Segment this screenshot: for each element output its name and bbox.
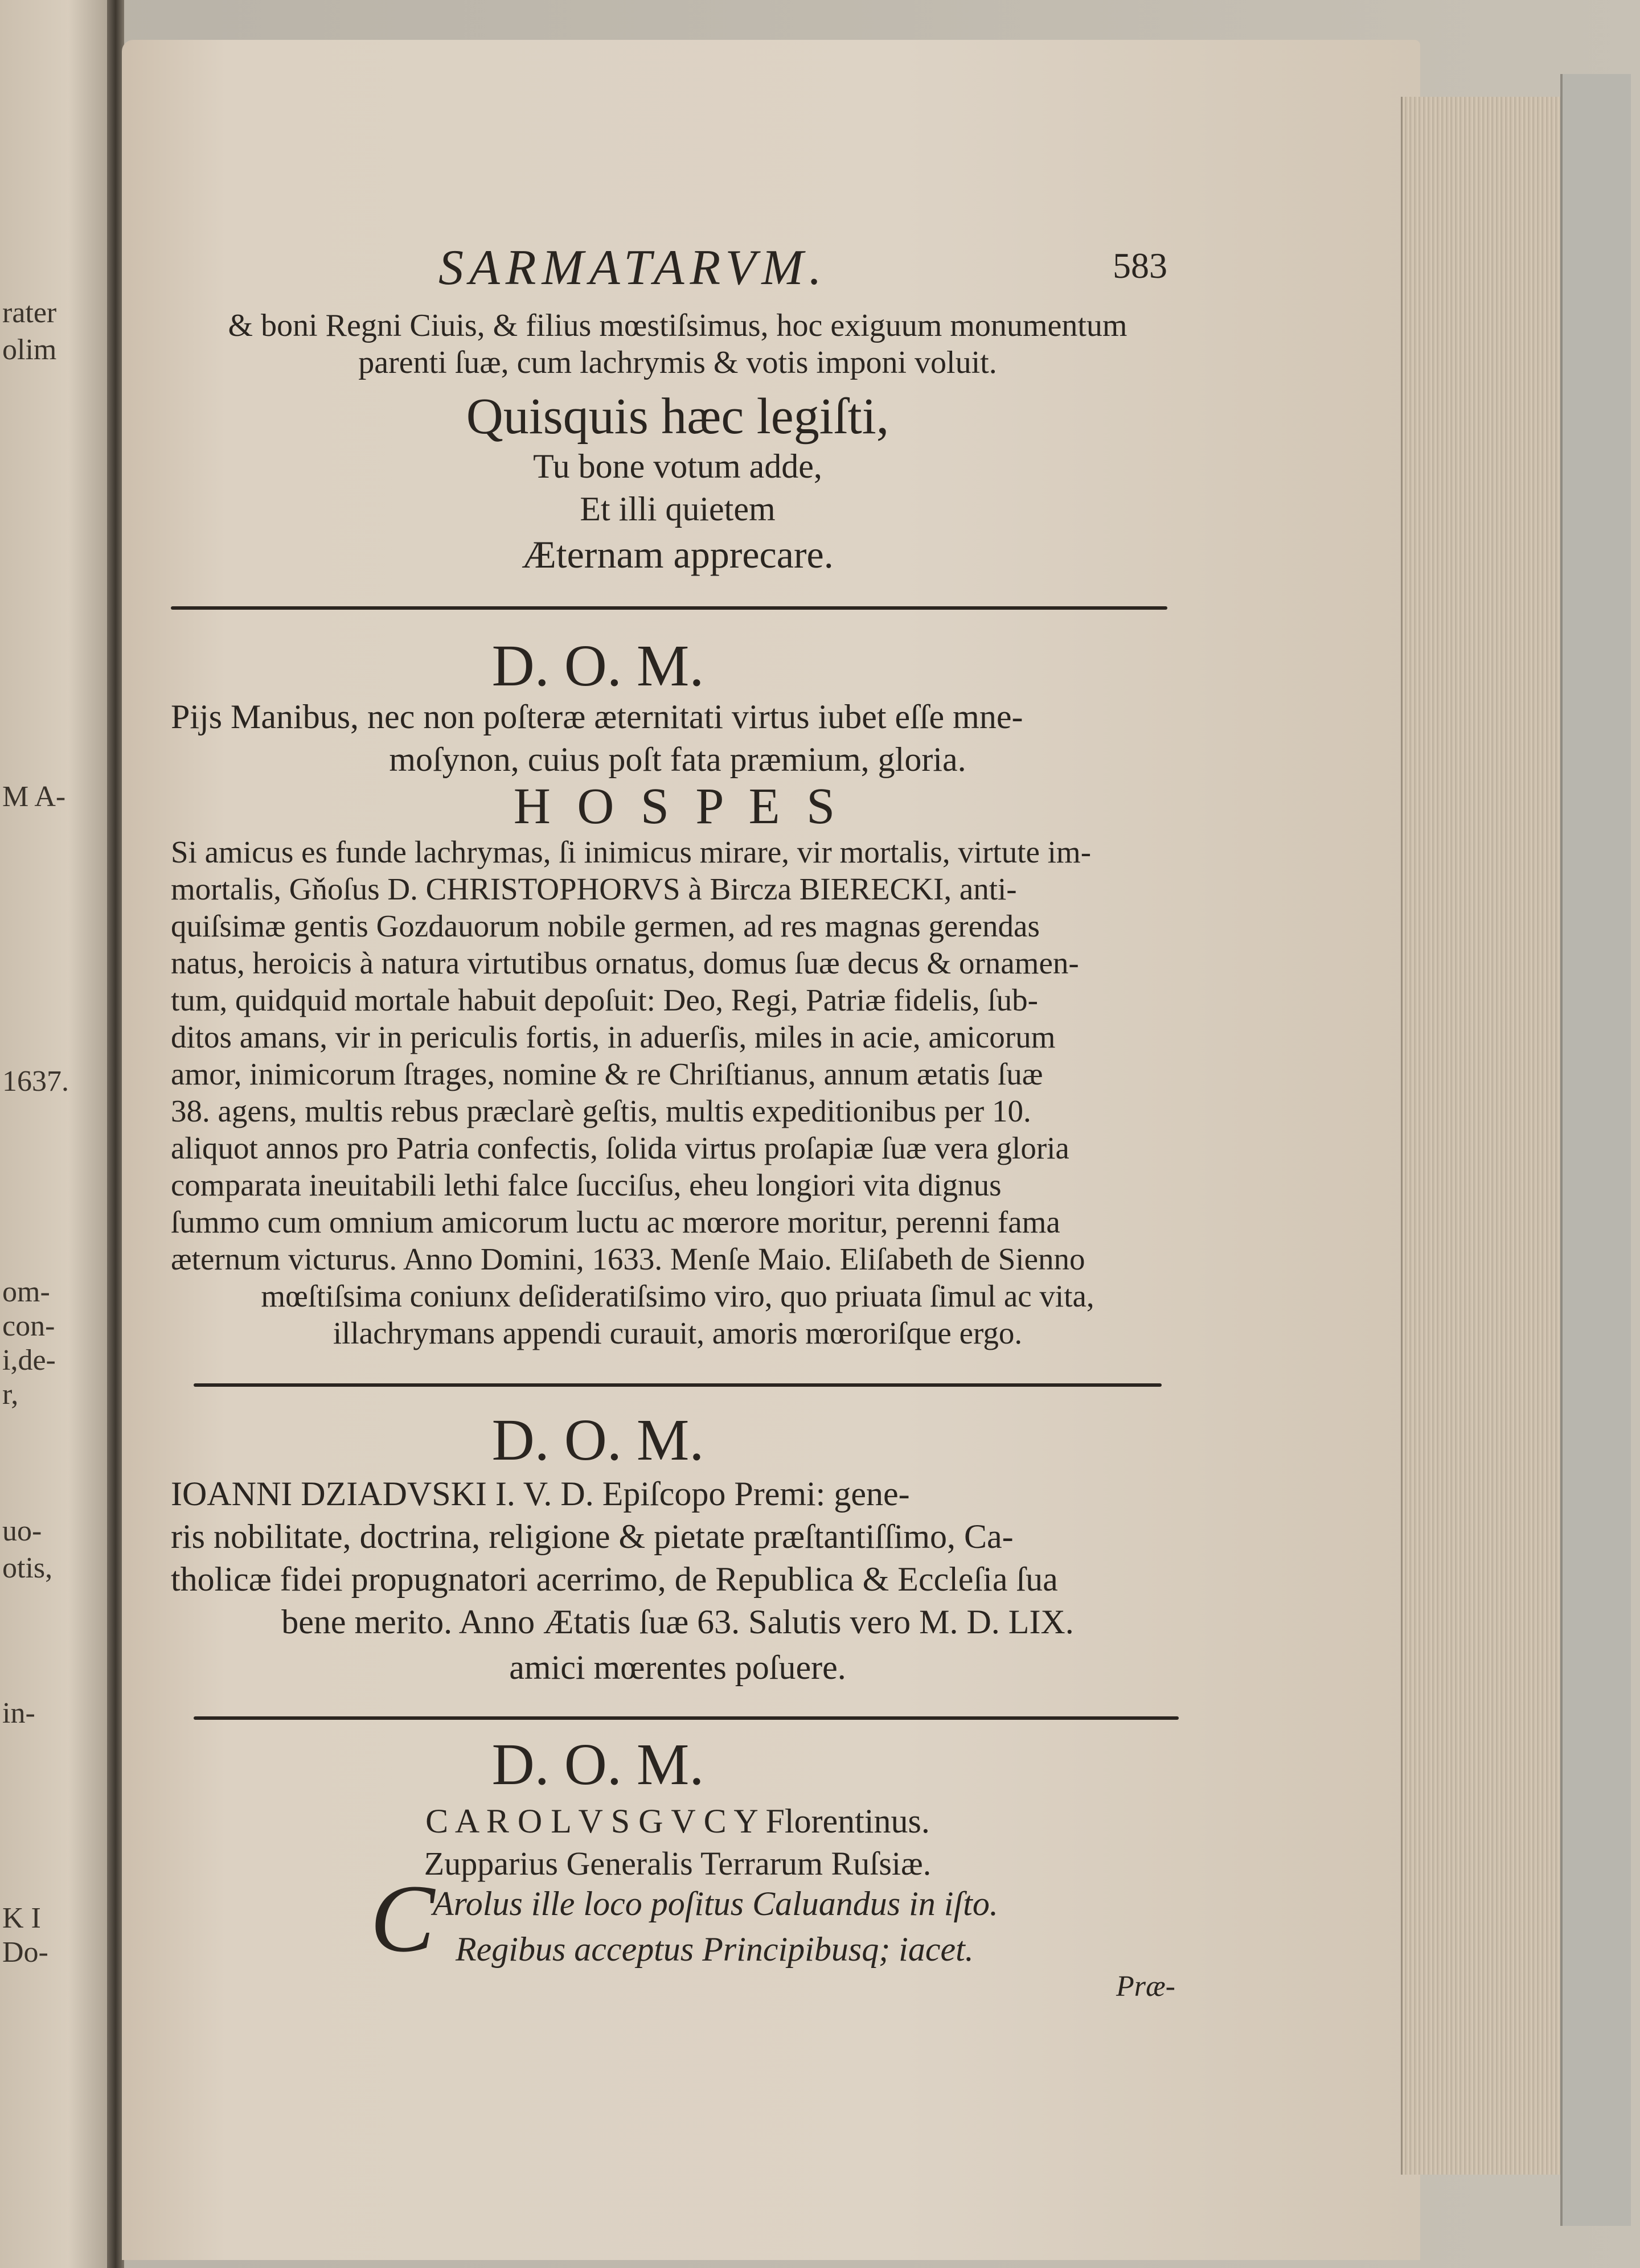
verse-line: Quisquis hæc legiſti, [466,388,889,445]
body-line: æternum victurus. Anno Domini, 1633. Menſe Maio. Eliſabeth de Sienno [171,1242,1085,1276]
section-divider [194,1383,1162,1387]
body-line: amici mœrentes poſuere. [509,1649,846,1686]
verse-line: Tu bone votum adde, [533,447,822,485]
verse-line: Regibus acceptus Principibusq; iacet. [456,1930,974,1968]
body-line: quiſsimæ gentis Gozdauorum nobile germen, ad res magnas gerendas [171,909,1040,943]
left-fragment: olim [2,334,57,366]
name-line: C A R O L V S G V C Y Florentinus. [425,1802,930,1840]
epitaph1-line: & boni Regni Ciuis, & filius mœstiſsimus, hoc exiguum monumentum [228,308,1128,343]
left-fragment: i,de- [2,1344,56,1377]
page-header [438,239,1167,302]
body-line: IOANNI DZIADVSKI I. V. D. Epiſcopo Premi: gene- [171,1475,910,1513]
page-number: 583 [1113,245,1167,286]
intro-line: Pijs Manibus, nec non poſteræ æternitati virtus iubet eſſe mne- [171,698,1023,736]
dom-heading: D. O. M. [491,1732,704,1797]
body-line: amor, inimicorum ſtrages, nomine & re Chriſtianus, annum ætatis ſuæ [171,1057,1043,1091]
book-cover [1560,74,1631,2226]
section-divider [194,1716,1179,1720]
left-fragment: con- [2,1310,55,1342]
left-fragment: r, [2,1378,19,1411]
left-fragment: in- [2,1697,35,1729]
body-line: bene merito. Anno Ætatis ſuæ 63. Salutis vero M. D. LIX. [281,1603,1074,1641]
page-edges [1401,97,1573,2175]
dom-heading: D. O. M. [491,633,704,699]
body-line: comparata ineuitabili lethi falce ſucciſus, eheu longiori vita dignus [171,1168,1002,1202]
verse-line: Et illi quietem [580,490,776,528]
left-fragment: 1637. [2,1065,69,1098]
body-line: tholicæ fidei propugnatori acerrimo, de Republica & Eccleſia ſua [171,1560,1058,1598]
body-line: ris nobilitate, doctrina, religione & pietate præſtantiſſimo, Ca- [171,1518,1014,1555]
body-line: aliquot annos pro Patria confectis, ſolida virtus proſapiæ ſuæ vera gloria [171,1131,1069,1165]
intro-line: moſynon, cuius poſt fata præmium, gloria. [389,741,966,778]
body-line: ſummo cum omnium amicorum luctu ac mœrore moritur, perenni fama [171,1205,1060,1239]
body-line: mœſtiſsima coniunx deſideratiſsimo viro, quo priuata ſimul ac vita, [261,1279,1094,1313]
section-divider [171,606,1167,610]
drop-cap: C [370,1865,435,1972]
hospes-heading: H O S P E S [513,778,842,835]
catchword: Præ- [1116,1970,1175,2003]
left-page-edge [0,0,114,2268]
body-line: mortalis, Gňoſus D. CHRISTOPHORVS à Bircza BIERECKI, anti- [171,872,1017,906]
verse-line: Æternam apprecare. [522,533,834,576]
left-fragment: K I [2,1902,41,1934]
left-fragment: rater [2,297,57,329]
body-line: 38. agens, multis rebus præclarè geſtis, multis expeditionibus per 10. [171,1094,1031,1128]
running-head: SARMATARVM. [438,240,827,295]
left-fragment: Do- [2,1936,48,1969]
body-line: illachrymans appendi curauit, amoris mœroriſque ergo. [333,1316,1023,1350]
body-line: Si amicus es funde lachrymas, ſi inimicus mirare, vir mortalis, virtute im- [171,835,1092,869]
left-fragment: M A- [2,780,66,813]
epitaph1-line: parenti ſuæ, cum lachrymis & votis imponi voluit. [358,345,997,380]
verse-line: Arolus ille loco poſitus Caluandus in iſto. [433,1885,998,1922]
body-line: natus, heroicis à natura virtutibus ornatus, domus ſuæ decus & ornamen- [171,946,1079,980]
body-line: ditos amans, vir in periculis fortis, in aduerſis, miles in acie, amicorum [171,1020,1056,1054]
left-fragment: om- [2,1276,50,1308]
body-line: tum, quidquid mortale habuit depoſuit: Deo, Regi, Patriæ fidelis, ſub- [171,983,1039,1017]
left-fragment: otis, [2,1552,53,1584]
left-fragment: uo- [2,1515,42,1547]
dom-heading: D. O. M. [491,1407,704,1473]
title-line: Zupparius Generalis Terrarum Ruſsiæ. [424,1845,932,1882]
